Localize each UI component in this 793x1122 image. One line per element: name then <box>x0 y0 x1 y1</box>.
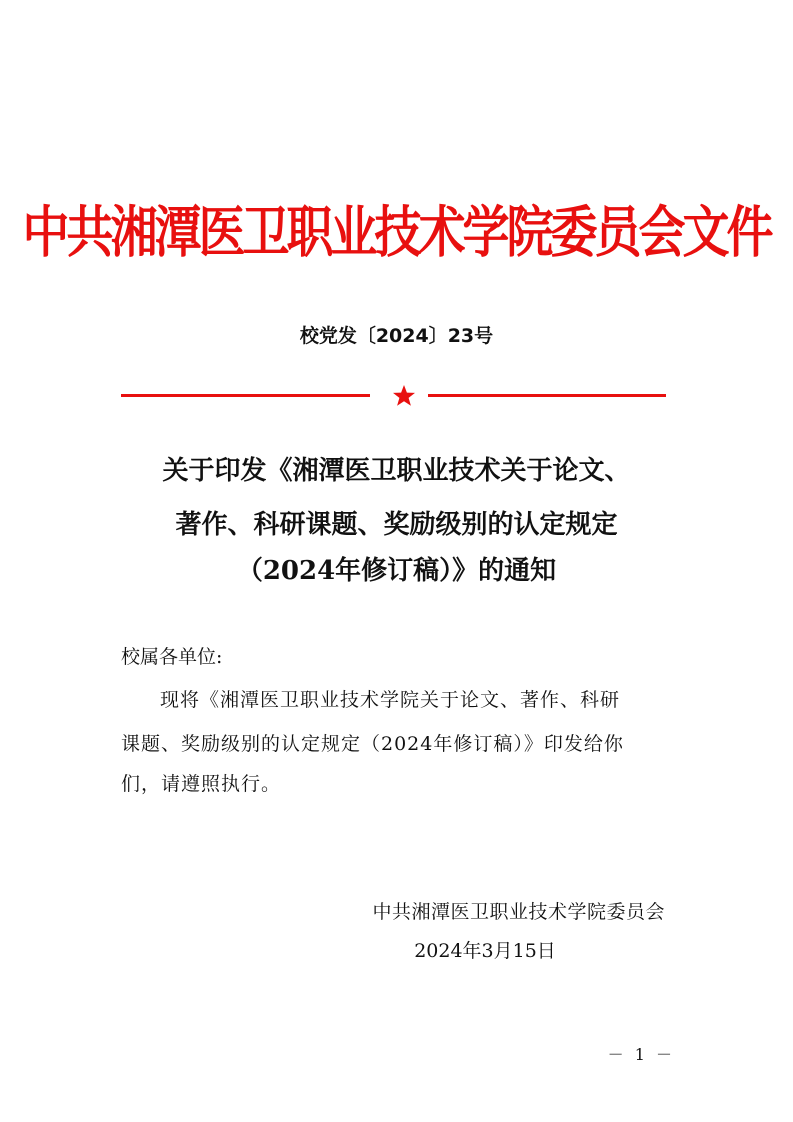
document-number: 校党发〔2024〕23号 <box>299 325 494 347</box>
notice-title-line-1: 关于印发《湘潭医卫职业技术关于论文、 <box>162 456 631 486</box>
salutation: 校属各单位: <box>121 646 223 668</box>
page-number: － 1 － <box>607 1045 675 1064</box>
star-shape <box>393 385 415 406</box>
red-star-icon <box>392 384 416 408</box>
body-text-line-2: 课题、奖励级别的认定规定（2024年修订稿）》印发给你 <box>121 733 624 755</box>
body-text-line-1: 现将《湘潭医卫职业技术学院关于论文、著作、科研 <box>160 689 621 711</box>
document-masthead: 中共湘潭医卫职业技术学院委员会文件 <box>22 200 771 266</box>
issuing-organization: 中共湘潭医卫职业技术学院委员会 <box>372 901 665 923</box>
issue-date: 2024年3月15日 <box>414 940 556 962</box>
red-rule-left <box>121 394 370 397</box>
notice-title-line-2: 著作、科研课题、奖励级别的认定规定 <box>175 510 618 540</box>
notice-title-line-3: （2024年修订稿）》的通知 <box>236 556 557 586</box>
body-text-line-3: 们，请遵照执行。 <box>121 773 282 795</box>
red-rule-right <box>428 394 666 397</box>
